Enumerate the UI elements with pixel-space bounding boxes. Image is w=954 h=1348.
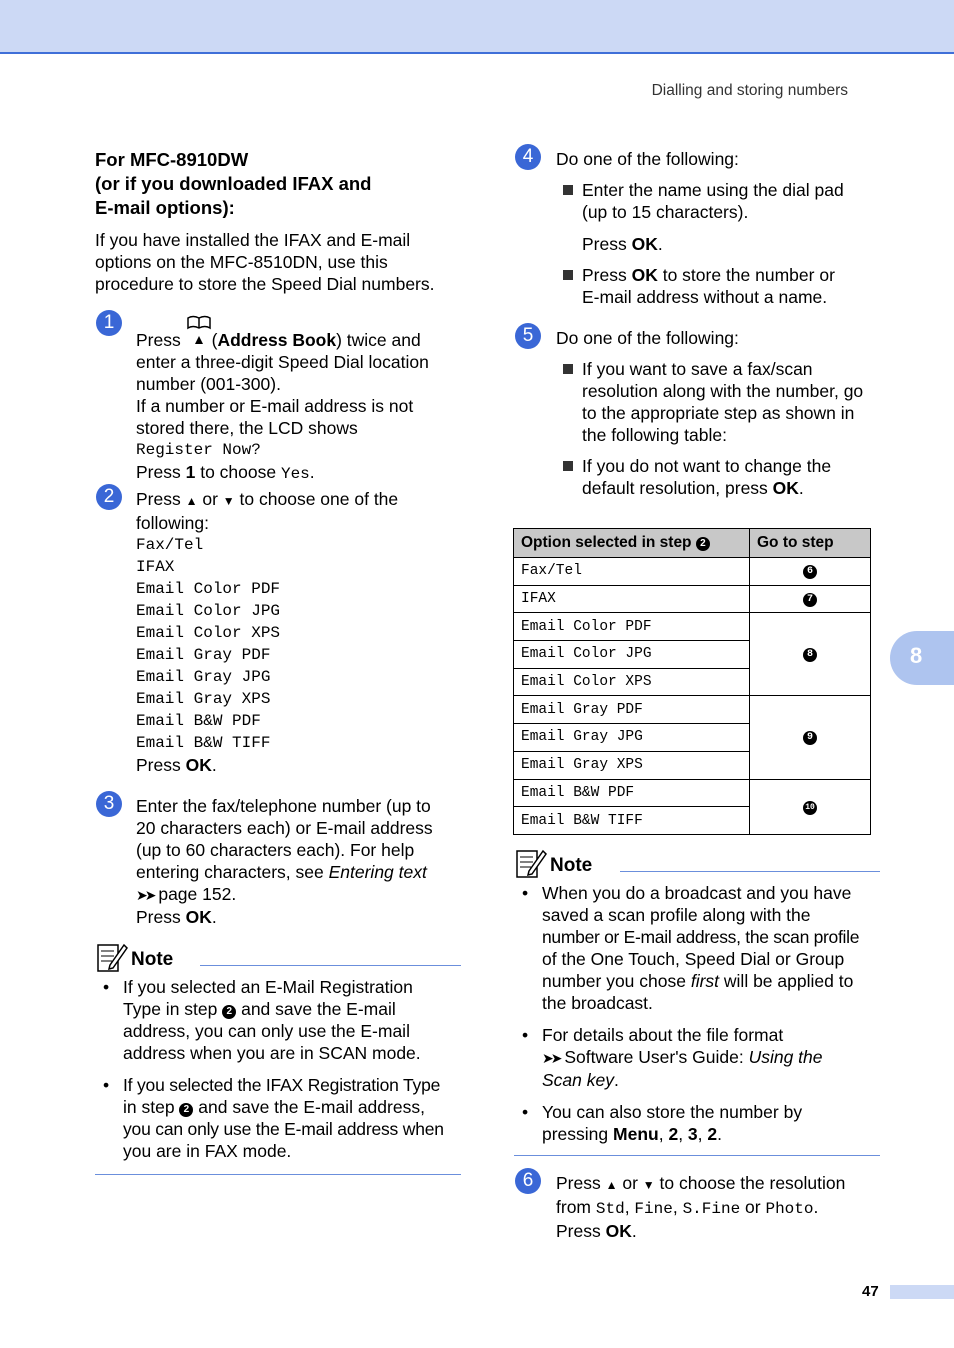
step-1-badge: 1 xyxy=(96,310,122,336)
ok-key: OK xyxy=(772,478,799,498)
option-item: Fax/Tel xyxy=(136,536,204,554)
text: Option selected in step xyxy=(521,534,696,551)
key-2: 2 xyxy=(668,1124,679,1144)
table-cell: Email Gray JPG xyxy=(514,724,750,752)
chapter-number: 8 xyxy=(910,643,923,668)
option-item: Email B&W TIFF xyxy=(136,734,271,752)
note-text: the broadcast. xyxy=(542,993,653,1013)
note-icon xyxy=(96,941,128,973)
intro-paragraph xyxy=(95,229,435,295)
step-5-option xyxy=(563,358,886,446)
bullet-dot: • xyxy=(522,1025,529,1045)
bullet-dot: • xyxy=(522,1102,529,1122)
table-row xyxy=(514,613,871,641)
text xyxy=(563,233,886,255)
intro-line: procedure to store the Speed Dial numbers. xyxy=(95,274,435,294)
step-2-line xyxy=(136,488,466,512)
step-1 xyxy=(136,314,466,485)
step-2-line xyxy=(136,754,466,776)
running-title: Dialling and storing numbers xyxy=(651,82,848,99)
text: Type in step xyxy=(123,999,223,1019)
note-text xyxy=(542,1046,882,1069)
address-book-label: Address Book xyxy=(217,330,337,350)
text: in step xyxy=(123,1097,180,1117)
text: . xyxy=(613,1070,619,1090)
step-ref-icon: 7 xyxy=(803,593,817,607)
bullet-square-icon xyxy=(563,185,573,195)
text: , xyxy=(672,1197,683,1217)
intro-line: options on the MFC-8510DN, use this xyxy=(95,252,388,272)
lcd-yes: Yes xyxy=(280,465,310,483)
note-item xyxy=(522,882,882,1014)
down-arrow-icon: ▼ xyxy=(642,1178,655,1192)
step-6-line xyxy=(556,1196,886,1220)
note-rule xyxy=(620,871,880,872)
step-6 xyxy=(556,1172,886,1242)
table-cell xyxy=(750,779,871,834)
step-ref-icon: 2 xyxy=(696,537,710,551)
text: Press xyxy=(582,265,632,285)
step-3-line xyxy=(136,861,466,883)
text: page 152. xyxy=(153,884,237,904)
down-arrow-icon: ▼ xyxy=(222,494,235,508)
emphasis: first xyxy=(690,971,720,991)
table-cell: Email Color PDF xyxy=(514,613,750,641)
note-text: you are in FAX mode. xyxy=(123,1141,292,1161)
step-3-line: 20 characters each) or E-mail address xyxy=(136,818,433,838)
key-1: 1 xyxy=(185,462,196,482)
note-item xyxy=(522,1024,882,1091)
text: . xyxy=(631,1221,637,1241)
text: will be applied to xyxy=(719,971,854,991)
text: If you do not want to change the xyxy=(582,456,832,476)
note-text xyxy=(123,1096,463,1118)
bullet-dot: • xyxy=(103,977,110,997)
table-cell xyxy=(750,558,871,586)
step-5-badge: 5 xyxy=(515,323,541,349)
note-item xyxy=(103,976,463,1064)
resolution-option: S.Fine xyxy=(682,1200,741,1218)
table-header-option xyxy=(514,529,750,558)
option-item: Email Color XPS xyxy=(136,624,281,642)
bullet-dot: • xyxy=(103,1075,110,1095)
text: , xyxy=(678,1124,688,1144)
step-ref-icon: 2 xyxy=(179,1103,193,1117)
section-heading xyxy=(95,148,371,220)
step-1-line: stored there, the LCD shows xyxy=(136,418,358,438)
text: to choose one of the xyxy=(234,489,399,509)
text: . xyxy=(798,478,804,498)
step-ref-icon: 2 xyxy=(222,1005,236,1019)
text: or xyxy=(740,1197,766,1217)
heading-line: For MFC-8910DW xyxy=(95,149,249,170)
table-cell: Email Gray PDF xyxy=(514,696,750,724)
double-arrow-icon: ➤➤ xyxy=(542,1050,560,1066)
note-text: address, you can only use the E-mail xyxy=(123,1021,410,1041)
text: . xyxy=(717,1124,722,1144)
text: the following table: xyxy=(582,425,727,445)
note-text: saved a scan profile along with the xyxy=(542,905,811,925)
address-book-icon xyxy=(186,314,212,336)
step-4-intro: Do one of the following: xyxy=(556,149,739,169)
option-item: Email Gray PDF xyxy=(136,646,271,664)
table-cell: Email Color JPG xyxy=(514,641,750,669)
resolution-option: Std xyxy=(595,1200,625,1218)
step-3-line xyxy=(136,883,466,906)
step-1-line xyxy=(136,461,466,485)
table-header-row xyxy=(514,529,871,558)
bullet-square-icon xyxy=(563,364,573,374)
chapter-tab xyxy=(890,631,954,685)
step-6-line xyxy=(556,1172,886,1196)
note-text: number or E-mail address, the scan profile xyxy=(542,927,860,947)
text: Press xyxy=(136,489,186,509)
key-2: 2 xyxy=(707,1124,718,1144)
page-number: 47 xyxy=(862,1283,879,1300)
step-4 xyxy=(556,148,886,308)
ok-key: OK xyxy=(185,755,212,775)
bullet-square-icon xyxy=(563,461,573,471)
table-cell: Fax/Tel xyxy=(514,558,750,586)
table-cell xyxy=(750,585,871,613)
step-2-line: following: xyxy=(136,513,209,533)
text: Press xyxy=(556,1221,606,1241)
step-ref-icon: 6 xyxy=(803,565,817,579)
resolution-option: Photo xyxy=(765,1200,814,1218)
text: and save the E-mail address, xyxy=(193,1097,425,1117)
table-row xyxy=(514,585,871,613)
step-5 xyxy=(556,327,886,499)
table-cell: Email B&W TIFF xyxy=(514,807,750,835)
text: . xyxy=(657,234,663,254)
intro-line: If you have installed the IFAX and E-mail xyxy=(95,230,411,250)
step-6-badge: 6 xyxy=(515,1168,541,1194)
text: to choose xyxy=(195,462,281,482)
reference-title: Scan key xyxy=(542,1070,614,1090)
text: Press xyxy=(136,462,186,482)
step-4-option xyxy=(563,179,886,255)
table-row xyxy=(514,779,871,807)
double-arrow-icon: ➤➤ xyxy=(136,887,154,903)
text: . xyxy=(211,907,217,927)
text: Press xyxy=(136,907,186,927)
step-1-line: number (001-300). xyxy=(136,374,281,394)
table-cell: IFAX xyxy=(514,585,750,613)
text: (up to 15 characters). xyxy=(582,202,749,222)
note-text: of the One Touch, Speed Dial or Group xyxy=(542,949,845,969)
heading-line: (or if you downloaded IFAX and xyxy=(95,173,372,194)
text: Press xyxy=(556,1173,606,1193)
note-text: For details about the file format xyxy=(542,1025,784,1045)
ok-key: OK xyxy=(605,1221,632,1241)
step-ref-icon: 10 xyxy=(803,801,817,815)
ok-key: OK xyxy=(185,907,212,927)
table-header-goto: Go to step xyxy=(750,529,871,558)
table-cell xyxy=(750,696,871,779)
resolution-option: Fine xyxy=(634,1200,673,1218)
note-item xyxy=(522,1101,882,1145)
heading-line: E-mail options): xyxy=(95,197,235,218)
text: from xyxy=(556,1197,596,1217)
text: E-mail address without a name. xyxy=(582,287,828,307)
text: or xyxy=(617,1173,643,1193)
note-title: Note xyxy=(131,949,174,970)
step-3-line: Enter the fax/telephone number (up to xyxy=(136,796,431,816)
bullet-dot: • xyxy=(522,883,529,903)
text: to store the number or xyxy=(657,265,835,285)
text: Software User's Guide: xyxy=(559,1047,749,1067)
bullet-square-icon xyxy=(563,270,573,280)
step-6-line xyxy=(556,1220,886,1242)
footer-bar xyxy=(890,1285,954,1299)
step-4-badge: 4 xyxy=(515,144,541,170)
step-5-option xyxy=(563,455,886,499)
option-item: Email B&W PDF xyxy=(136,712,261,730)
text: If you want to save a fax/scan xyxy=(582,359,813,379)
note-icon xyxy=(515,847,547,879)
lcd-message: Register Now? xyxy=(136,441,261,459)
step-1-line: If a number or E-mail address is not xyxy=(136,396,414,416)
ok-key: OK xyxy=(631,265,658,285)
option-table xyxy=(513,528,871,835)
note-text: you can only use the E-mail address when xyxy=(123,1119,444,1139)
text: default resolution, press xyxy=(582,478,773,498)
text: , xyxy=(697,1124,708,1144)
option-item: Email Gray XPS xyxy=(136,690,271,708)
note-text: If you selected an E-Mail Registration xyxy=(123,977,413,997)
table-cell: Email B&W PDF xyxy=(514,779,750,807)
table-row xyxy=(514,696,871,724)
note-text xyxy=(542,970,882,992)
up-arrow-icon: ▲ xyxy=(185,494,198,508)
step-3-badge: 3 xyxy=(96,791,122,817)
text: Press xyxy=(582,234,632,254)
text: . xyxy=(813,1197,819,1217)
note-text xyxy=(542,1123,882,1145)
note-end-rule xyxy=(514,1155,880,1156)
table-cell: Email Color XPS xyxy=(514,668,750,696)
note-item xyxy=(103,1074,463,1162)
note-text: address when you are in SCAN mode. xyxy=(123,1043,421,1063)
reference-title: Entering text xyxy=(328,862,427,882)
text: , xyxy=(658,1124,669,1144)
step-2-badge: 2 xyxy=(96,484,122,510)
note-text: When you do a broadcast and you have xyxy=(542,883,852,903)
note-list xyxy=(103,976,463,1162)
text: or xyxy=(197,489,223,509)
step-1-line: enter a three-digit Speed Dial location xyxy=(136,352,429,372)
option-item: Email Color JPG xyxy=(136,602,281,620)
note-list xyxy=(522,882,882,1145)
table-cell xyxy=(750,613,871,696)
note-end-rule xyxy=(95,1174,461,1175)
header-bar xyxy=(0,0,954,54)
text: to choose the resolution xyxy=(654,1173,846,1193)
step-4-option xyxy=(563,264,886,308)
step-5-intro: Do one of the following: xyxy=(556,328,739,348)
text: number you chose xyxy=(542,971,691,991)
up-arrow-icon: ▲ xyxy=(605,1178,618,1192)
text: and save the E-mail xyxy=(236,999,396,1019)
menu-key: Menu xyxy=(613,1124,659,1144)
text: to the appropriate step as shown in xyxy=(582,403,855,423)
text: Press xyxy=(136,755,186,775)
note-rule xyxy=(200,965,461,966)
ok-key: OK xyxy=(631,234,658,254)
step-3-line: (up to 60 characters each). For help xyxy=(136,840,415,860)
step-3 xyxy=(136,795,466,928)
option-item: Email Gray JPG xyxy=(136,668,271,686)
option-item: Email Color PDF xyxy=(136,580,281,598)
text: Enter the name using the dial pad xyxy=(582,180,844,200)
text: Press xyxy=(136,330,181,350)
note-text xyxy=(542,1069,882,1091)
step-1-line: Press (Address Book) twice and xyxy=(136,314,466,351)
reference-title: Using the xyxy=(748,1047,823,1067)
text: pressing xyxy=(542,1124,614,1144)
note-text: You can also store the number by xyxy=(542,1102,803,1122)
step-ref-icon: 9 xyxy=(803,731,817,745)
note-text xyxy=(123,998,463,1020)
step-3-line xyxy=(136,906,466,928)
step-ref-icon: 8 xyxy=(803,648,817,662)
text: ) twice and xyxy=(336,330,421,350)
option-item: IFAX xyxy=(136,558,175,576)
text: . xyxy=(309,462,315,482)
text: . xyxy=(211,755,217,775)
step-2 xyxy=(136,488,466,776)
table-cell: Email Gray XPS xyxy=(514,751,750,779)
table-row xyxy=(514,558,871,586)
text: resolution along with the number, go xyxy=(582,381,864,401)
text: entering characters, see xyxy=(136,862,329,882)
note-title: Note xyxy=(550,855,593,876)
key-3: 3 xyxy=(687,1124,698,1144)
note-text: If you selected the IFAX Registration Type xyxy=(123,1075,441,1095)
text: , xyxy=(624,1197,635,1217)
